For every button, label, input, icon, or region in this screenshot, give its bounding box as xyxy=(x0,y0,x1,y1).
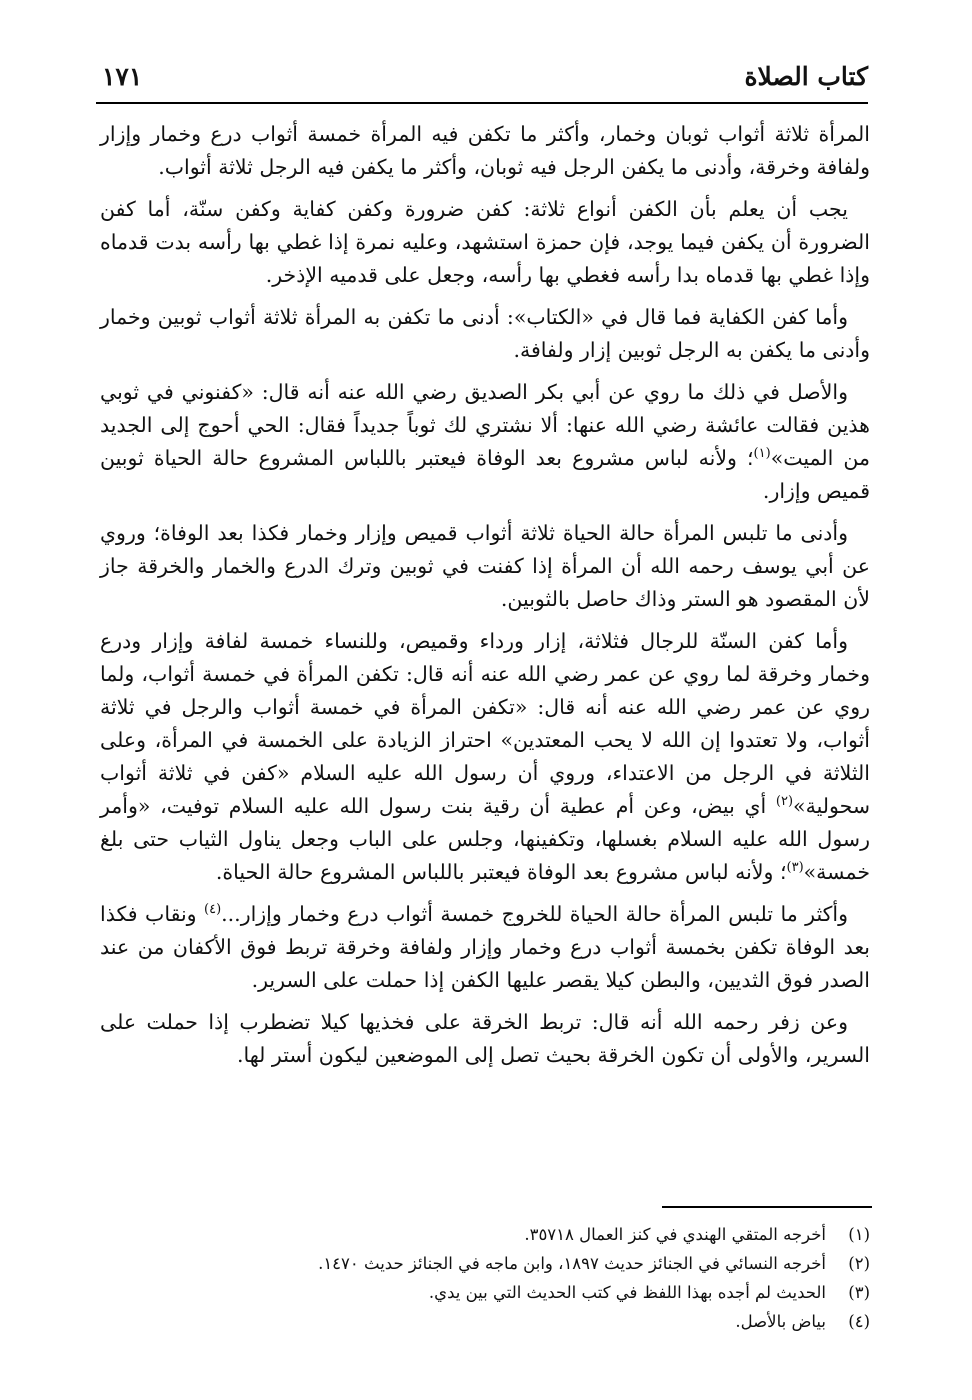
paragraph: المرأة ثلاثة أثواب ثوبان وخمار، وأكثر ما تكفن فيه المرأة خمسة أثواب درع وخمار وإزار ولفافة وخرقة، وأدنى ما يكفن الرجل فيه ثوبان، وأكثر ما يكفن فيه الرجل ثلاثة أثواب. xyxy=(100,122,870,179)
footnote-number: (٣) xyxy=(848,1283,870,1302)
footnotes xyxy=(100,1220,870,1336)
footnote-item xyxy=(100,1278,870,1307)
page-number: ١٧١ xyxy=(102,62,143,91)
footnote-ref[interactable]: (٤) xyxy=(204,902,222,918)
paragraph: وأما كفن الكفاية فما قال في «الكتاب»: أدنى ما تكفن به المرأة ثلاثة أثواب ثوبين وخمار وأدنى ما يكفن به الرجل ثوبين إزار ولفافة. xyxy=(100,305,870,362)
footnote-number: (٤) xyxy=(848,1312,870,1331)
main-text xyxy=(100,118,870,1081)
footnote-item xyxy=(100,1220,870,1249)
paragraph: والأصل في ذلك ما روي عن أبي بكر الصديق رضي الله عنه أنه قال: «كفنوني في ثوبي هذين فقالت عائشة رضي الله عنها: ألا نشتري لك ثوباً جديداً فقال: الحي أحوج إلى الجديد من الميت»$^{(١)}$؛ ولأنه لباس مشروع بعد الوفاة فيعتبر باللباس المشروع حالة الحياة ثوبين قميص وإزار. xyxy=(100,380,870,503)
footnote-ref[interactable]: (١) xyxy=(753,446,771,462)
footnote-text: بياض بالأصل. xyxy=(735,1312,826,1331)
paragraph: وأدنى ما تلبس المرأة حالة الحياة ثلاثة أثواب قميص وإزار وخمار فكذا بعد الوفاة؛ وروي عن أبي يوسف رحمه الله أن المرأة إذا كفنت في ثوبين وترك الدرع والخمار والخرقة جاز لأن المقصود هو الستر وذاك حاصل بالثوبين. xyxy=(100,521,870,611)
page-header xyxy=(96,58,868,104)
footnote-item xyxy=(100,1307,870,1336)
footnote-text: أخرجه المتقي الهندي في كنز العمال ٣٥٧١٨. xyxy=(524,1225,826,1244)
footnote-ref[interactable]: (٣) xyxy=(786,860,804,876)
footnote-ref[interactable]: (٢) xyxy=(775,794,794,810)
footnote-divider xyxy=(662,1206,872,1208)
footnote-number: (١) xyxy=(848,1225,870,1244)
footnote-item xyxy=(100,1249,870,1278)
chapter-title: كتاب الصلاة xyxy=(744,62,868,91)
footnote-text: الحديث لم أجده بهذا اللفظ في كتب الحديث التي بين يدي. xyxy=(428,1283,826,1302)
paragraph: وأكثر ما تلبس المرأة حالة الحياة للخروج خمسة أثواب درع وخمار وإزار...$^{(٤)}$ ونقاب فكذا بعد الوفاة تكفن بخمسة أثواب درع وخمار وإزار ولفافة وخرقة تربط فوق الأكفان من عند الصدر فوق الثديين، والبطن كيلا يقصر عليها الكفن إذا حملت على السرير. xyxy=(100,902,870,992)
paragraph: وعن زفر رحمه الله أنه قال: تربط الخرقة على فخذيها كيلا تضطرب إذا حملت على السرير، والأولى أن تكون الخرقة بحيث تصل إلى الموضعين ليكون أستر لها. xyxy=(100,1010,870,1067)
footnote-number: (٢) xyxy=(848,1254,870,1273)
paragraph: وأما كفن السنّة للرجال فثلاثة، إزار ورداء وقميص، وللنساء خمسة لفافة وإزار ودرع وخمار وخرقة لما روي عن عمر رضي الله عنه أنه قال: تكفن المرأة في خمسة أثواب، ولما روي عن عمر رضي الله عنه أنه قال: «تكفن المرأة في خمسة أثواب والرجل في ثلاثة أثواب، ولا تعتدوا إن الله لا يحب المعتدين» احتراز الزيادة على الخمسة في المرأة، وعلى الثلاثة في الرجل من الاعتداء، وروي أن رسول الله عليه السلام «كفن في ثلاثة أثواب سحولية»$^{(٢)}$ أي بيض، وعن أم عطية أن رقية بنت رسول الله عليه السلام توفيت، «وأمر رسول الله عليه السلام بغسلها، وتكفينها، وجلس على الباب وجعل يناول الثياب حتى بلغ خمسة»$^{(٣)}$؛ ولأنه لباس مشروع بعد الوفاة فيعتبر باللباس المشروع حالة الحياة. xyxy=(100,629,870,884)
paragraph: يجب أن يعلم بأن الكفن أنواع ثلاثة: كفن ضرورة وكفن كفاية وكفن سنّة، أما كفن الضرورة أن يكفن فيما يوجد، فإن حمزة استشهد، وعليه نمرة إذا غطي بها رأسه بدت قدماه وإذا غطي بها قدماه بدا رأسه فغطي بها رأسه، وجعل على قدميه الإذخر. xyxy=(100,197,870,287)
footnote-text: أخرجه النسائي في الجنائز حديث ١٨٩٧، وابن ماجه في الجنائز حديث ١٤٧٠. xyxy=(318,1254,826,1273)
